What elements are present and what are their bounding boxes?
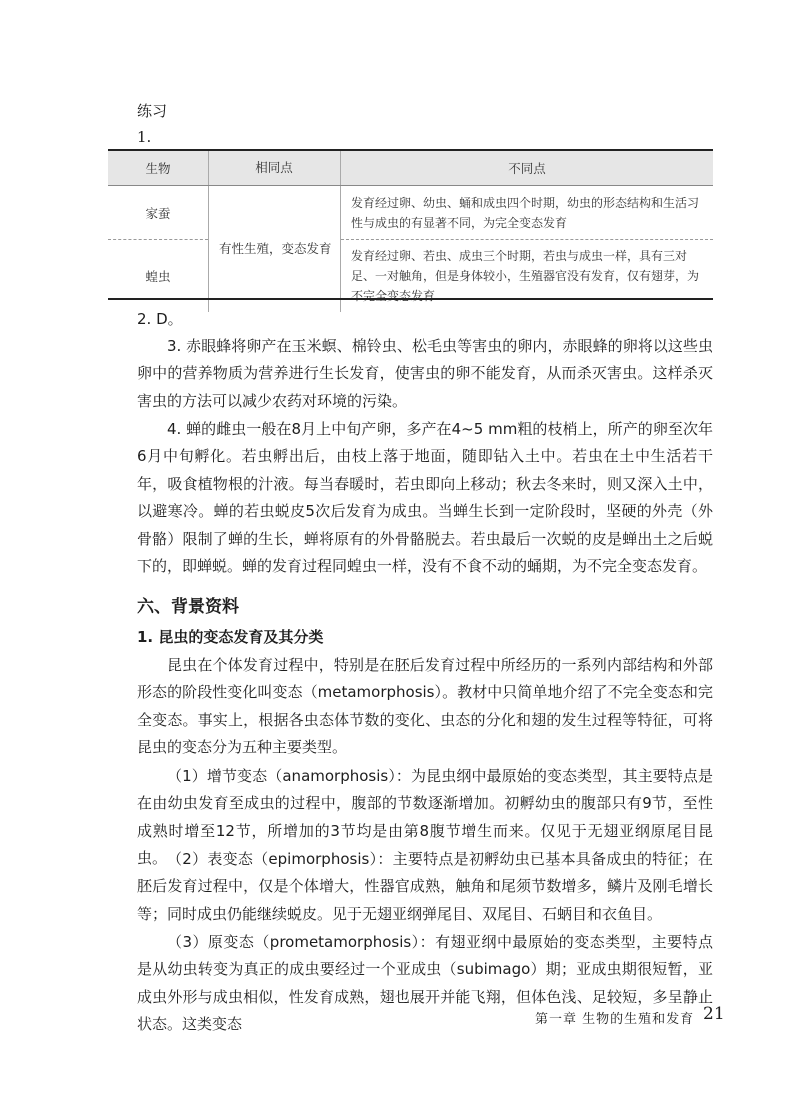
answer-2: 2. D。 (137, 310, 183, 328)
table-row (108, 186, 713, 240)
answer-4: 4. 蝉的雌虫一般在8月上中旬产卵，多产在4~5 mm粗的枝梢上，所产的卵至次年6月中旬孵化。若虫孵出后，由枝上落于地面，随即钻入土中。若虫在土中生活若干年，吸食植物根的汁液。每当春暖时，若虫即向上移动；秋去冬来时，则又深入土中，以避寒冷。蝉的若虫蜕皮5次后发育为成虫。当蝉生长到一定阶段时，坚硬的外壳（外骨骼）限制了蝉的生长，蝉将原有的外骨骼脱去。若虫最后一次蜕的皮是蝉出土之后蜕下的，即蝉蜕。蝉的发育过程同蝗虫一样，没有不食不动的蛹期，为不完全变态发育。 (137, 420, 713, 576)
table-header-organism: 生物 (108, 151, 209, 186)
type-2-paragraph: （2）表变态（epimorphosis）：主要特点是初孵幼虫已基本具备成虫的特征；在胚后发育过程中，仅是个体增大，性器官成熟，触角和尾须节数增多，鳞片及刚毛增长等；同时成虫仍能继续蜕皮。见于无翅亚纲弹尾目、双尾目、石蛃目和衣鱼目。 (137, 850, 713, 923)
table-row (108, 240, 713, 313)
similarity-cell: 有性生殖，变态发育 (209, 186, 341, 313)
type-3-paragraph: （3）原变态（prometamorphosis）：有翅亚纲中最原始的变态类型，主要特点是从幼虫转变为真正的成虫要经过一个亚成虫（subimago）期；亚成虫期很短暂，亚成虫外形与成虫相似，性发育成熟，翅也展开并能飞翔，但体色浅、足较短，多呈静止状态。这类变态 (137, 933, 713, 1034)
difference-silkworm: 发育经过卵、幼虫、蛹和成虫四个时期，幼虫的形态结构和生活习性与成虫的有显著不同，为完全变态发育 (341, 186, 714, 240)
type-1-paragraph: （1）增节变态（anamorphosis）：为昆虫纲中最原始的变态类型，其主要特点是在由幼虫发育至成虫的过程中，腹部的节数逐渐增加。初孵幼虫的腹部只有9节，至性成熟时增至12节，所增加的3节均是由第8腹节增生而来。仅见于无翅亚纲原尾目昆虫。 (137, 767, 713, 868)
section-heading: 六、背景资料 (137, 597, 239, 617)
table-bottom-rule (108, 298, 713, 300)
intro-paragraph: 昆虫在个体发育过程中，特别是在胚后发育过程中所经历的一系列内部结构和外部形态的阶段性变化叫变态（metamorphosis）。教材中只简单地介绍了不完全变态和完全变态。事实上，根据各虫态体节数的变化、虫态的分化和翅的发生过程等特征，可将昆虫的变态分为五种主要类型。 (137, 656, 713, 757)
question-1-label: 1. (137, 128, 152, 146)
table-header-row (108, 151, 713, 186)
table-header-similarity: 相同点 (209, 151, 341, 186)
chapter-footer: 第一章 生物的生殖和发育 (535, 1012, 695, 1027)
organism-locust: 蝗虫 (145, 269, 171, 284)
organism-silkworm: 家蚕 (108, 186, 209, 240)
difference-locust: 发育经过卵、若虫、成虫三个时期，若虫与成虫一样，具有三对足、一对触角，但是身体较小，生殖器官没有发育，仅有翅芽，为不完全变态发育 (341, 240, 714, 313)
answer-3: 3. 赤眼蜂将卵产在玉米螟、棉铃虫、松毛虫等害虫的卵内，赤眼蜂的卵将以这些虫卵中的营养物质为营养进行生长发育，使害虫的卵不能发育，从而杀灭害虫。这样杀灭害虫的方法可以减少农药对环境的污染。 (137, 337, 713, 410)
subsection-heading: 1. 昆虫的变态发育及其分类 (137, 628, 324, 646)
comparison-table (108, 151, 713, 312)
table-header-difference: 不同点 (341, 151, 714, 186)
page-number: 21 (703, 1004, 725, 1024)
exercise-heading: 练习 (137, 102, 168, 120)
